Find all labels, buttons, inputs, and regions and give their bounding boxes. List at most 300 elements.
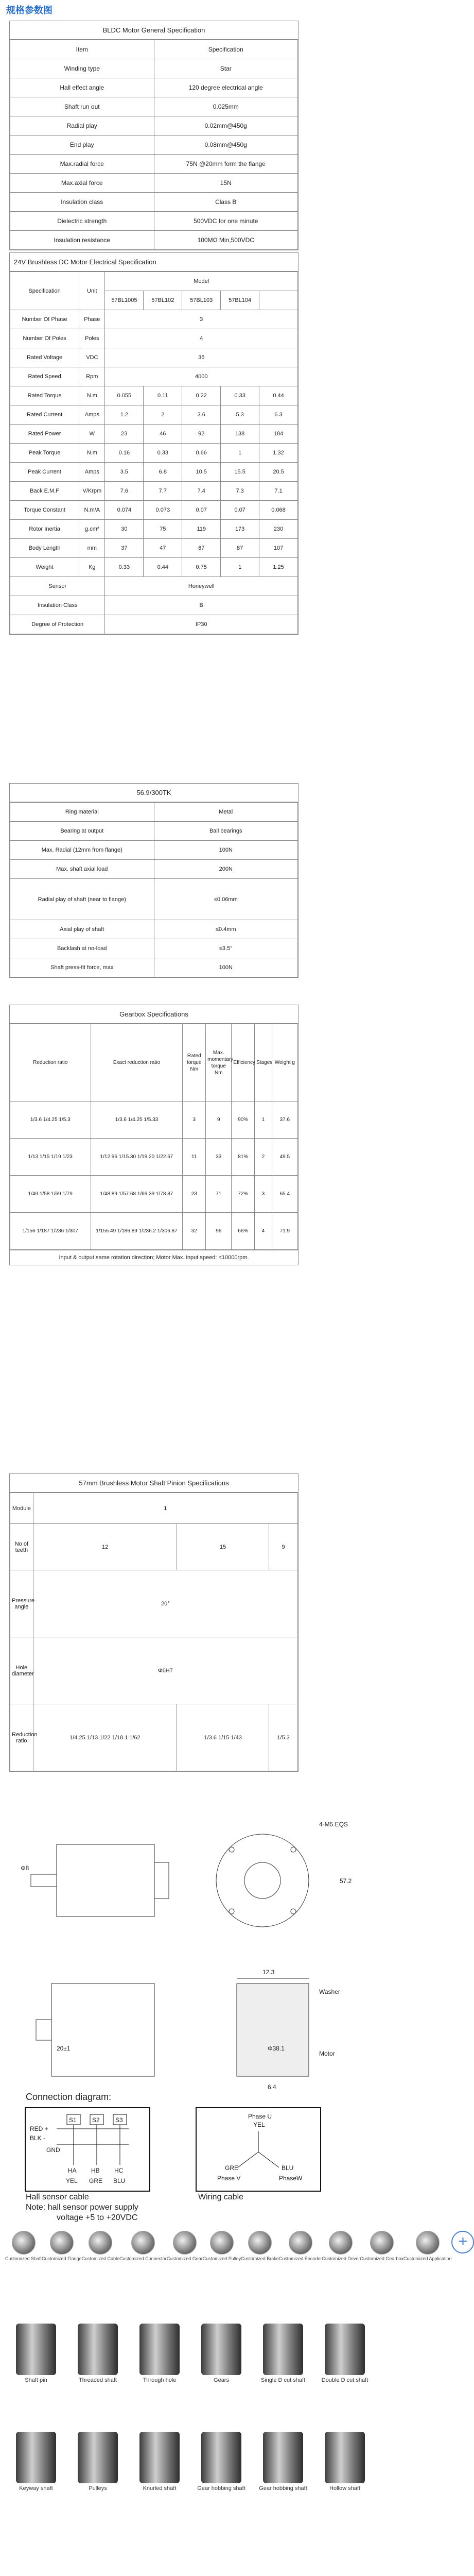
cell: 3 — [255, 1176, 272, 1213]
phase-v-label: Phase V — [217, 2175, 241, 2182]
cell: 0.16 — [105, 444, 144, 463]
mount-hole — [291, 1847, 296, 1852]
shaft-photo — [139, 2432, 180, 2483]
gearbox-header: Rated torque Nm — [183, 1024, 206, 1101]
cell: Insulation class — [10, 193, 154, 212]
cell: Φ6H7 — [33, 1637, 297, 1704]
option-image — [370, 2231, 394, 2255]
option-item[interactable] — [203, 2231, 241, 2261]
cell: 1/156 1/187 1/236 1/307 — [10, 1213, 91, 1250]
cell: Number Of Poles — [10, 329, 79, 348]
cell: 12 — [33, 1524, 177, 1570]
cell: Honeywell — [105, 577, 298, 596]
blk-label: BLK - — [30, 2134, 46, 2142]
flange-dim: 57.2 — [340, 1877, 352, 1885]
cell: Radial play of shaft (near to flange) — [10, 879, 154, 920]
cell: 65.4 — [272, 1176, 297, 1213]
table-row — [10, 193, 298, 212]
cell: 1/3.6 1/15 1/43 — [177, 1704, 269, 1771]
shaft-label: Through hole — [143, 2377, 177, 2383]
cell: 1/13 1/15 1/19 1/23 — [10, 1139, 91, 1176]
gnd-label: GND — [46, 2146, 60, 2154]
cell: Rotor Inertia — [10, 520, 79, 539]
cell: Weight — [10, 558, 79, 577]
connection-title: Connection diagram: — [26, 2092, 112, 2102]
cell: 230 — [259, 520, 298, 539]
cell: Max. shaft axial load — [10, 860, 154, 879]
cell: IP30 — [105, 615, 298, 634]
option-item[interactable] — [322, 2231, 360, 2261]
cell: ≤0.4mm — [154, 920, 298, 939]
cell: Winding type — [10, 59, 154, 78]
cell: Peak Torque — [10, 444, 79, 463]
cell: Shaft run out — [10, 97, 154, 116]
cell: 3.5 — [105, 463, 144, 482]
cell: 7.1 — [259, 482, 298, 501]
cell: 1/3.6 1/4.25 1/5.3 — [10, 1101, 91, 1139]
cell: B — [105, 596, 298, 615]
table-row — [10, 59, 298, 78]
table-row — [10, 1524, 298, 1570]
cell: Ball bearings — [154, 822, 298, 841]
shaft-option[interactable] — [190, 2324, 252, 2383]
blu-label: BLU — [113, 2177, 126, 2184]
gearbox-general-table — [9, 783, 299, 978]
s2-label: S2 — [92, 2116, 100, 2124]
cell: Reduction ratio — [10, 1704, 33, 1771]
pinion-table — [9, 1473, 299, 1772]
cell: ≤0.06mm — [154, 879, 298, 920]
shaft-option[interactable] — [314, 2432, 376, 2492]
cell: Insulation Class — [10, 596, 105, 615]
wiring-caption: Wiring cable — [198, 2193, 244, 2201]
dim-b: 6.4 — [268, 2083, 276, 2091]
shaft-option[interactable] — [314, 2324, 376, 2383]
shaft-label: Shaft pin — [25, 2377, 47, 2383]
shaft-label: Gear hobbing shaft — [259, 2485, 307, 2492]
shaft-options-row-2 — [5, 2432, 376, 2492]
shaft-label: Pulleys — [89, 2485, 107, 2492]
mount-hole — [229, 1847, 234, 1852]
motor-body — [57, 1844, 154, 1917]
cell: 1.25 — [259, 558, 298, 577]
gearbox-header: Efficiency — [232, 1024, 255, 1101]
more-options[interactable] — [451, 2231, 474, 2261]
phase-gre-label: GRE — [225, 2164, 239, 2172]
shaft-option[interactable] — [252, 2324, 314, 2383]
cell: 120 degree electrical angle — [154, 78, 298, 97]
option-item[interactable] — [241, 2231, 279, 2261]
cell: W — [79, 425, 105, 444]
model-col: 57BL1005 — [105, 291, 144, 310]
cell: 71 — [206, 1176, 232, 1213]
cell: 4 — [255, 1213, 272, 1250]
cell: 92 — [182, 425, 221, 444]
cell: 4000 — [105, 367, 298, 386]
table-row — [10, 386, 298, 405]
cell: 0.33 — [144, 444, 182, 463]
caption-line: Hall sensor cable — [26, 2193, 89, 2201]
gearbox-header: Max. momentary torque Nm — [206, 1024, 232, 1101]
yel-label: YEL — [66, 2177, 78, 2184]
cell: 1 — [221, 444, 259, 463]
cell: 96 — [206, 1213, 232, 1250]
red-label: RED + — [30, 2125, 48, 2132]
shaft-photo — [201, 2432, 241, 2483]
table-row — [10, 444, 298, 463]
cell: N.m — [79, 444, 105, 463]
option-image — [173, 2231, 197, 2255]
cell: No of teeth — [10, 1524, 33, 1570]
cell: 9 — [206, 1101, 232, 1139]
cell: Sensor — [10, 577, 105, 596]
model-header: Model — [105, 272, 298, 291]
shaft-label: Knurled shaft — [143, 2485, 177, 2492]
cell: ≤3.5° — [154, 939, 298, 958]
cell: Kg — [79, 558, 105, 577]
gearbox-spec-table — [9, 1005, 299, 1265]
table-row — [10, 1101, 298, 1139]
cell: Rated Torque — [10, 386, 79, 405]
cell: mm — [79, 539, 105, 558]
table-row — [10, 577, 298, 596]
phase-blu-label: BLU — [282, 2164, 294, 2172]
cell: N.m — [79, 386, 105, 405]
cell: 173 — [221, 520, 259, 539]
option-label: Customized Connector — [119, 2256, 167, 2261]
cell: 71.9 — [272, 1213, 297, 1250]
phase-w-label: PhaseW — [279, 2175, 303, 2182]
shaft-label: Single D cut shaft — [260, 2377, 306, 2383]
cell: 0.11 — [144, 386, 182, 405]
cell: Rated Current — [10, 405, 79, 425]
shaft-option[interactable] — [129, 2432, 190, 2492]
s1-label: S1 — [69, 2116, 77, 2124]
shaft-photo — [325, 2324, 365, 2375]
shaft-dim: Φ8 — [21, 1865, 29, 1872]
cell: Class B — [154, 193, 298, 212]
cell: 2 — [144, 405, 182, 425]
cell: 0.44 — [144, 558, 182, 577]
cell: Ring material — [10, 803, 154, 822]
cell: 100N — [154, 958, 298, 977]
cell: VDC — [79, 348, 105, 367]
cell: 0.07 — [182, 501, 221, 520]
cell: Number Of Phase — [10, 310, 79, 329]
shaft-side — [36, 2020, 51, 2040]
table-row — [10, 1637, 298, 1704]
cell: Bearing at output — [10, 822, 154, 841]
cell: 33 — [206, 1139, 232, 1176]
cell: g.cm² — [79, 520, 105, 539]
option-item[interactable] — [5, 2231, 42, 2261]
table-row — [10, 860, 298, 879]
shaft-photo — [78, 2324, 118, 2375]
header-item: Item — [10, 40, 154, 59]
option-item[interactable] — [82, 2231, 120, 2261]
shaft-photo — [263, 2324, 303, 2375]
shaft-label: Gears — [214, 2377, 229, 2383]
table-row — [10, 596, 298, 615]
option-label: Customized Cable — [81, 2256, 120, 2261]
cell: Shaft press-fit force, max — [10, 958, 154, 977]
motor-boss — [244, 1862, 280, 1899]
shaft-option[interactable] — [5, 2432, 67, 2492]
cell: Amps — [79, 405, 105, 425]
gre-label: GRE — [89, 2177, 103, 2184]
caption-line: Note: hall sensor power supply — [26, 2203, 138, 2212]
table-row — [10, 1493, 298, 1524]
cell: 46 — [144, 425, 182, 444]
model-col: 57BL102 — [144, 291, 182, 310]
cell: 0.33 — [105, 558, 144, 577]
general-spec-table — [9, 21, 299, 250]
table-row — [10, 348, 298, 367]
cell: 500VDC for one minute — [154, 212, 298, 231]
table-row — [10, 425, 298, 444]
gearbox-note: Input & output same rotation direction; Motor Max. input speed: <10000rpm. — [10, 1250, 298, 1265]
mount-hole — [291, 1909, 296, 1914]
shaft-label: Keyway shaft — [19, 2485, 53, 2492]
cell: 3 — [183, 1101, 206, 1139]
unit-header: Unit — [79, 272, 105, 310]
mount-hole — [229, 1909, 234, 1914]
cell: 7.4 — [182, 482, 221, 501]
cell: 36 — [105, 348, 298, 367]
page-title: 规格参数图 — [6, 5, 52, 15]
length-dim: 20±1 — [57, 2045, 71, 2052]
cell: 67 — [182, 539, 221, 558]
hall-sensor-box — [25, 2107, 150, 2192]
table-row — [10, 135, 298, 155]
cell: 0.44 — [259, 386, 298, 405]
cell: Peak Current — [10, 463, 79, 482]
table-row — [10, 310, 298, 329]
cell: 0.33 — [221, 386, 259, 405]
cell: N.m/A — [79, 501, 105, 520]
cell: 107 — [259, 539, 298, 558]
header-spec: Specification — [154, 40, 298, 59]
shaft-photo — [325, 2432, 365, 2483]
cell: 0.068 — [259, 501, 298, 520]
option-label: Customized Pulley — [202, 2256, 241, 2261]
table-row — [10, 822, 298, 841]
phase-yel-label: YEL — [253, 2121, 265, 2128]
ha-label: HA — [68, 2167, 77, 2174]
hole-note: 4-M5 EQS — [319, 1821, 348, 1828]
cell: Torque Constant — [10, 501, 79, 520]
cell: 119 — [182, 520, 221, 539]
cell: Axial play of shaft — [10, 920, 154, 939]
cell: 15.5 — [221, 463, 259, 482]
cell: 11 — [183, 1139, 206, 1176]
cell: 6.8 — [144, 463, 182, 482]
table-row — [10, 231, 298, 250]
cell: 1/12.96 1/15.30 1/19.20 1/22.67 — [91, 1139, 183, 1176]
table-row — [10, 367, 298, 386]
shaft-label: Gear hobbing shaft — [197, 2485, 245, 2492]
s3-label: S3 — [115, 2116, 123, 2124]
electrical-spec-title: 24V Brushless DC Motor Electrical Specification — [10, 253, 298, 272]
options-strip — [5, 2231, 468, 2261]
cell: 15N — [154, 174, 298, 193]
option-image — [289, 2231, 312, 2255]
table-row — [10, 841, 298, 860]
cell: Amps — [79, 463, 105, 482]
cell: 66% — [232, 1213, 255, 1250]
table-row — [10, 1213, 298, 1250]
option-item[interactable] — [279, 2231, 322, 2261]
shaft-photo — [16, 2432, 56, 2483]
cell: 49.5 — [272, 1139, 297, 1176]
cell: 0.08mm@450g — [154, 135, 298, 155]
option-item[interactable] — [42, 2231, 82, 2261]
cell: 1.32 — [259, 444, 298, 463]
cell: Rpm — [79, 367, 105, 386]
cell: 3 — [105, 310, 298, 329]
cell: 75N @20mm form the flange — [154, 155, 298, 174]
cell: 32 — [183, 1213, 206, 1250]
cell: 20.5 — [259, 463, 298, 482]
option-item[interactable] — [167, 2231, 203, 2261]
cell: 72% — [232, 1176, 255, 1213]
pinion-title: 57mm Brushless Motor Shaft Pinion Specifications — [10, 1474, 298, 1493]
motor-shaft — [31, 1874, 57, 1887]
cell: 1 — [33, 1493, 297, 1524]
table-row — [10, 405, 298, 425]
shaft-photo — [16, 2324, 56, 2375]
option-label: Customized Encoder — [278, 2256, 322, 2261]
cell: 7.6 — [105, 482, 144, 501]
shaft-option[interactable] — [190, 2432, 252, 2492]
table-row — [10, 97, 298, 116]
cell: 2 — [255, 1139, 272, 1176]
cell: 23 — [105, 425, 144, 444]
option-image — [329, 2231, 353, 2255]
gearbox-header: Exact reduction ratio — [91, 1024, 183, 1101]
cell: Degree of Protection — [10, 615, 105, 634]
table-row — [10, 1704, 298, 1771]
cell: 138 — [221, 425, 259, 444]
table-row — [10, 1176, 298, 1213]
cell: Rated Voltage — [10, 348, 79, 367]
shaft-photo — [139, 2324, 180, 2375]
cell: Phase — [79, 310, 105, 329]
cell: 0.75 — [182, 558, 221, 577]
shaft-options-row-1 — [5, 2324, 376, 2383]
option-label: Customized Application — [403, 2256, 452, 2261]
option-item[interactable] — [119, 2231, 167, 2261]
cell: Backlash at no-load — [10, 939, 154, 958]
shaft-option[interactable] — [129, 2324, 190, 2383]
cell: V/Krpm — [79, 482, 105, 501]
table-row — [10, 1139, 298, 1176]
cell: Body Length — [10, 539, 79, 558]
table-row — [10, 501, 298, 520]
plus-icon[interactable]: + — [451, 2231, 474, 2253]
table-row — [10, 539, 298, 558]
option-image — [416, 2231, 440, 2255]
table-row — [10, 1570, 298, 1637]
cell: Hole diameter — [10, 1637, 33, 1704]
hall-sensor-schematic — [26, 2108, 149, 2191]
shaft-photo — [201, 2324, 241, 2375]
table-row — [10, 615, 298, 634]
cell: 1 — [221, 558, 259, 577]
cell: 1/3.6 1/4.25 1/5.33 — [91, 1101, 183, 1139]
option-item[interactable] — [360, 2231, 403, 2261]
gearbox-spec-title: Gearbox Specifications — [10, 1005, 298, 1024]
cell: 9 — [269, 1524, 298, 1570]
cell: Back E.M.F — [10, 482, 79, 501]
model-col — [259, 291, 298, 310]
option-label: Customized Shaft — [5, 2256, 42, 2261]
model-col: 57BL104 — [221, 291, 259, 310]
cell: 0.66 — [182, 444, 221, 463]
table-row — [10, 329, 298, 348]
option-label: Customized Brake — [241, 2256, 279, 2261]
gearbox-general-title: 56.9/300TK — [10, 784, 298, 802]
shaft-option[interactable] — [252, 2432, 314, 2492]
cell: Pressure angle — [10, 1570, 33, 1637]
option-image — [50, 2231, 74, 2255]
cell: 75 — [144, 520, 182, 539]
cell: 15 — [177, 1524, 269, 1570]
motor-dimension-drawing — [21, 1814, 360, 1947]
option-item[interactable] — [403, 2231, 452, 2261]
cell: 1 — [255, 1101, 272, 1139]
gearbox-header: Stages — [255, 1024, 272, 1101]
cell: 184 — [259, 425, 298, 444]
cell: 5.3 — [221, 405, 259, 425]
hb-label: HB — [91, 2167, 100, 2174]
cell: End play — [10, 135, 154, 155]
table-row — [10, 482, 298, 501]
option-image — [89, 2231, 112, 2255]
hall-caption — [26, 2192, 138, 2223]
cell: 23 — [183, 1176, 206, 1213]
boss-dim: Φ38.1 — [268, 2045, 285, 2052]
cell: 0.073 — [144, 501, 182, 520]
cell: 1/155.49 1/186.89 1/236.2 1/306.87 — [91, 1213, 183, 1250]
shaft-photo — [263, 2432, 303, 2483]
cell: 81% — [232, 1139, 255, 1176]
phase-box — [196, 2107, 321, 2192]
option-label: Customized Gear — [166, 2256, 203, 2261]
shaft-option[interactable] — [67, 2432, 129, 2492]
cell: 4 — [105, 329, 298, 348]
cell: 1.2 — [105, 405, 144, 425]
table-row — [10, 939, 298, 958]
cell: Module — [10, 1493, 33, 1524]
motor-flange — [154, 1862, 169, 1899]
shaft-option[interactable] — [67, 2324, 129, 2383]
table-row — [10, 463, 298, 482]
electrical-spec-table — [9, 252, 299, 635]
cell: Metal — [154, 803, 298, 822]
option-label: Customized Driver — [322, 2256, 360, 2261]
phase-schematic — [197, 2108, 320, 2191]
cell: 20° — [33, 1570, 297, 1637]
shaft-photo — [78, 2432, 118, 2483]
cell: 0.02mm@450g — [154, 116, 298, 135]
cell: 47 — [144, 539, 182, 558]
cell: Insulation resistance — [10, 231, 154, 250]
cell: 100N — [154, 841, 298, 860]
cell: Dielectric strength — [10, 212, 154, 231]
shaft-option[interactable] — [5, 2324, 67, 2383]
table-row — [10, 520, 298, 539]
